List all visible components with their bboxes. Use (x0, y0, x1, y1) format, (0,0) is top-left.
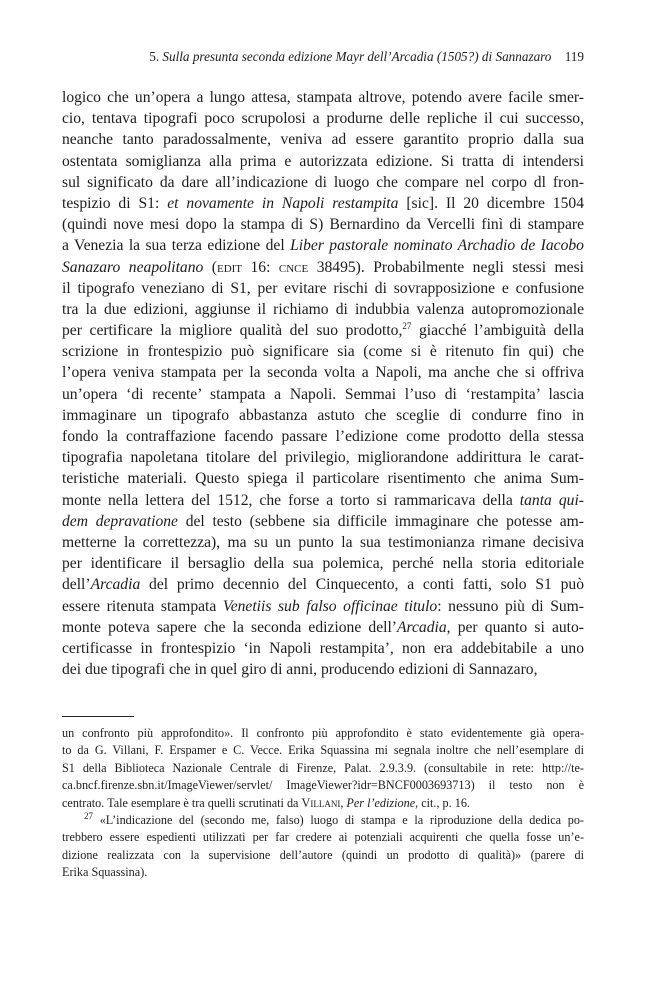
footnote-line: Erika Squassina). (62, 865, 148, 880)
text-line: fondo la contraffazione facendo passare l’edizione come prodotto della stessa (62, 428, 584, 445)
text-line: logico che un’opera a lungo attesa, stampata altrove, potendo avere facile smer- (62, 89, 584, 106)
text-line: il tipografo veneziano di S1, per evitare rischi di sovrapposizione e confusione (62, 279, 584, 297)
text-line: neanche tanto paradossalmente, veniva ad essere garantito proprio dalla sua (62, 131, 584, 149)
text-line: ostentata somiglianza alla prima e autorizzata edizione. Si tratta di intendersi (62, 152, 584, 170)
footnote-line: S1 della Biblioteca Nazionale Centrale di Firenze, Palat. 2.9.3.9. (consultabile in rete: http://te- (62, 760, 584, 775)
chapter-title: Sulla presunta seconda edizione Mayr dell’Arcadia (1505?) di Sannazaro (162, 49, 552, 64)
text-line: (quindi nove mesi dopo la stampa di S) Bernardino da Vercelli finì di stampare (62, 216, 584, 234)
text-line: monte nella lettera del 1512, che forse a torto si rammaricava della tanta qui- (62, 491, 584, 509)
text-line: un’opera ‘di recente’ stampata a Napoli. Semmai l’uso di ‘restampita’ lascia (62, 385, 584, 403)
footnote-line: un confronto più approfondito». Il confronto più approfondito è stato evidentemente già opera- (62, 726, 584, 740)
text-line: a Venezia la sua terza edizione del Liber pastorale nominato Archadio de Iacobo (62, 237, 584, 255)
text-line: immaginare un tipografo abbastanza astuto che sceglie di condurre fino in (62, 406, 584, 424)
text-line: tespizio di S1: et novamente in Napoli restampita [sic]. Il 20 dicembre 1504 (62, 194, 584, 212)
text-line: monte poteva sapere che la seconda edizione dell’Arcadia, per quanto si auto- (62, 618, 584, 636)
text-line: dem depravatione del testo (sebbene sia difficile immaginare che potesse am- (62, 512, 585, 530)
chapter-number: 5. (149, 49, 160, 64)
body-text (62, 87, 584, 680)
text-line: teristiche materiali. Questo spiega il particolare risentimento che anima Sum- (62, 470, 584, 488)
text-line: per certificare la migliore qualità del suo prodotto,$^{27}$ giacché l’ambiguità della (62, 320, 584, 340)
text-line: l’opera veniva stampata per la seconda volta a Napoli, ma anche che si offriva (62, 364, 584, 382)
running-header (62, 49, 584, 65)
text-line: per identificare il bersaglio della sua polemica, perché nella storia editoriale (62, 555, 584, 573)
footnote-ref: 27 (402, 320, 412, 331)
text-line: tra la due edizioni, aggiunse il richiamo di indubbia valenza autopromozionale (62, 300, 584, 318)
footnote-27: $^{27}$ «L’indicazione del (secondo me, falso) luogo di stampa e la riproduzione della dedica po- (84, 810, 584, 827)
text-line: essere ritenuta stampata Venetiis sub falso officinae titulo: nessuno più di Sum- (62, 597, 584, 615)
footnote-line: trebbero essere espedienti utilizzati per far credere ai potenziali acquirenti che quella fosse un’e- (62, 830, 584, 845)
text-line: dei due tipografi che in quel giro di anni, producendo edizioni di Sannazaro, (62, 661, 538, 679)
text-line: certificasse in frontespizio ‘in Napoli restampita’, non era addebitabile a uno (62, 639, 584, 657)
footnote-line: ca.bncf.firenze.sbn.it/ImageViewer/servlet/ ImageViewer?idr=BNCF0003693713) il testo non è (62, 778, 584, 793)
text-line: metterne la correttezza), ma su un punto la sua testimonianza rimane decisiva (62, 533, 584, 551)
text-line: cio, tentava tipografi poco scrupolosi a produrne delle repliche il cui successo, (62, 110, 584, 128)
footnote-line: to da G. Villani, F. Erspamer e C. Vecce. Erika Squassina mi segnala inoltre che nell’esemplare di (62, 743, 584, 758)
text-line: sul significato da dare all’indicazione di luogo che compare nel corpo dl fron- (62, 173, 584, 191)
footnote-line: dizione realizzata con la supervisione dell’autore (quindi un prodotto di qualità)» (parere di (62, 847, 584, 862)
text-line: Sanazaro neapolitano (edit 16: cnce 38495). Probabilmente negli stessi mesi (62, 258, 584, 276)
text-line: dell’Arcadia del primo decennio del Cinquecento, a conti fatti, solo S1 può (62, 576, 584, 594)
text-line: scrizione in frontespizio può significare sia (come si è ritenuto fin qui) che (62, 343, 584, 361)
footnote-separator (62, 716, 134, 717)
page-number: 119 (564, 49, 584, 64)
footnote-number: 27 (84, 810, 93, 821)
footnotes (62, 725, 584, 882)
text-line: tipografia napoletana titolare del privilegio, migliorandone addirittura le carat- (62, 449, 584, 467)
footnote-line: centrato. Tale esemplare è tra quelli scrutinati da Villani, Per l’edizione, cit., p. 16. (62, 795, 470, 810)
